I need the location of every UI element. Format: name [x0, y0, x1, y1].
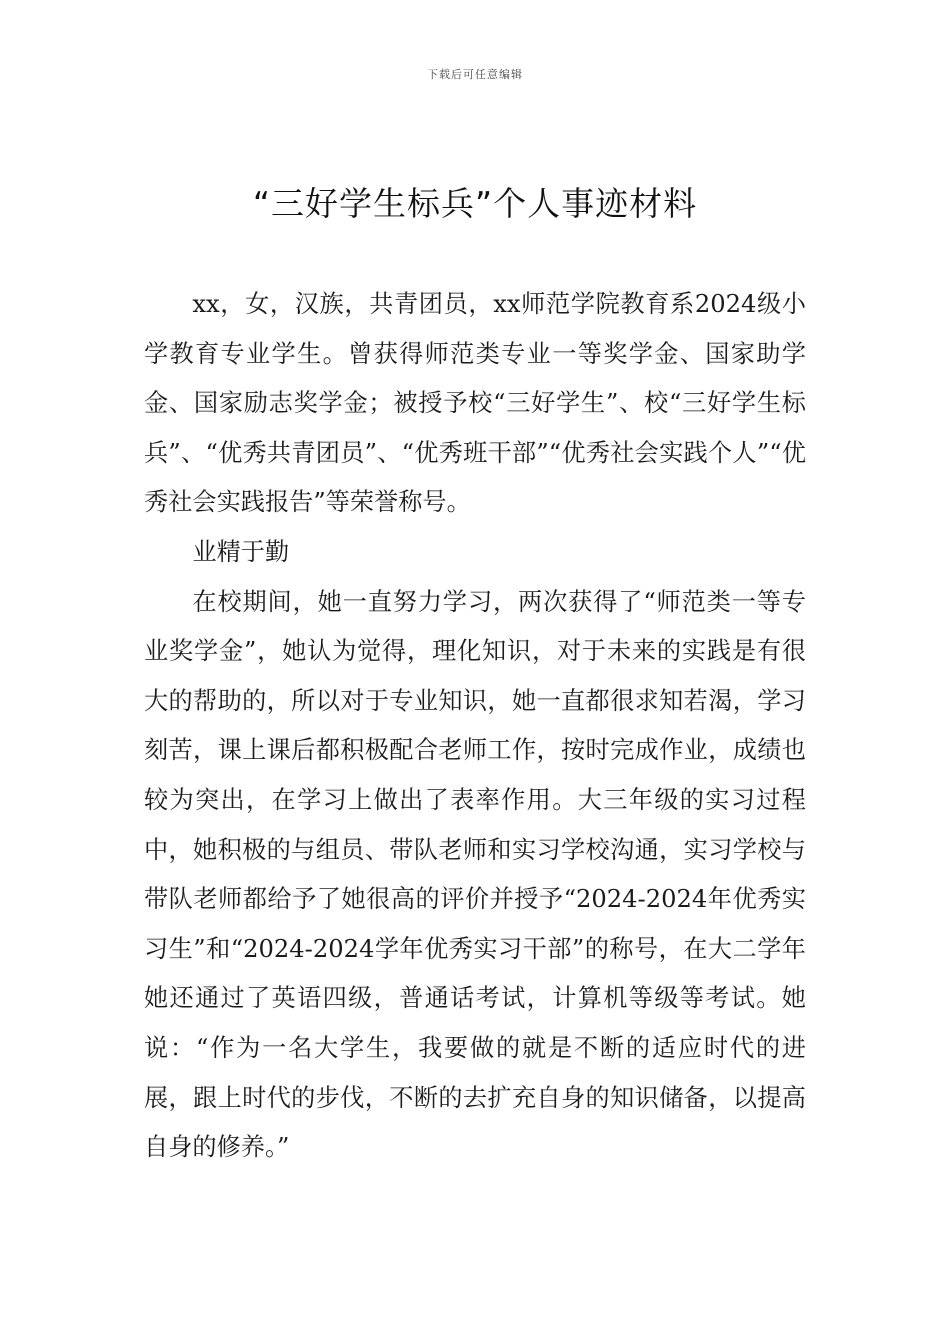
- header-note: 下载后可任意编辑: [427, 68, 523, 81]
- document-title: “三好学生标兵”个人事迹材料: [252, 184, 698, 223]
- paragraph-intro: xx，女，汉族，共青团员，xx师范学院教育系2024级小学教育专业学生。曾获得师范类专业一等奖学金、国家助学金、国家励志奖学金；被授予校“三好学生”、校“三好学生标兵”、“优秀共青团员”、“优秀班干部”“优秀社会实践个人”“优秀社会实践报告”等荣誉称号。: [144, 290, 806, 517]
- section-heading: 业精于勤: [192, 537, 290, 566]
- paragraph-study: 在校期间，她一直努力学习，两次获得了“师范类一等专业奖学金”，她认为觉得，理化知识，对于未来的实践是有很大的帮助的，所以对于专业知识，她一直都很求知若渴，学习刻苦，课上课后都积极配合老师工作，按时完成作业，成绩也较为突出，在学习上做出了表率作用。大三年级的实习过程中，她积极的与组员、带队老师和实习学校沟通，实习学校与带队老师都给予了她很高的评价并授予“2024-2024年优秀实习生”和“2024-2024学年优秀实习干部”的称号，在大二学年她还通过了英语四级，普通话考试，计算机等级等考试。她说：“作为一名大学生，我要做的就是不断的适应时代的进展，跟上时代的步伐，不断的去扩充自身的知识储备，以提高自身的修养。”: [144, 587, 806, 1162]
- document-body: [144, 280, 806, 1173]
